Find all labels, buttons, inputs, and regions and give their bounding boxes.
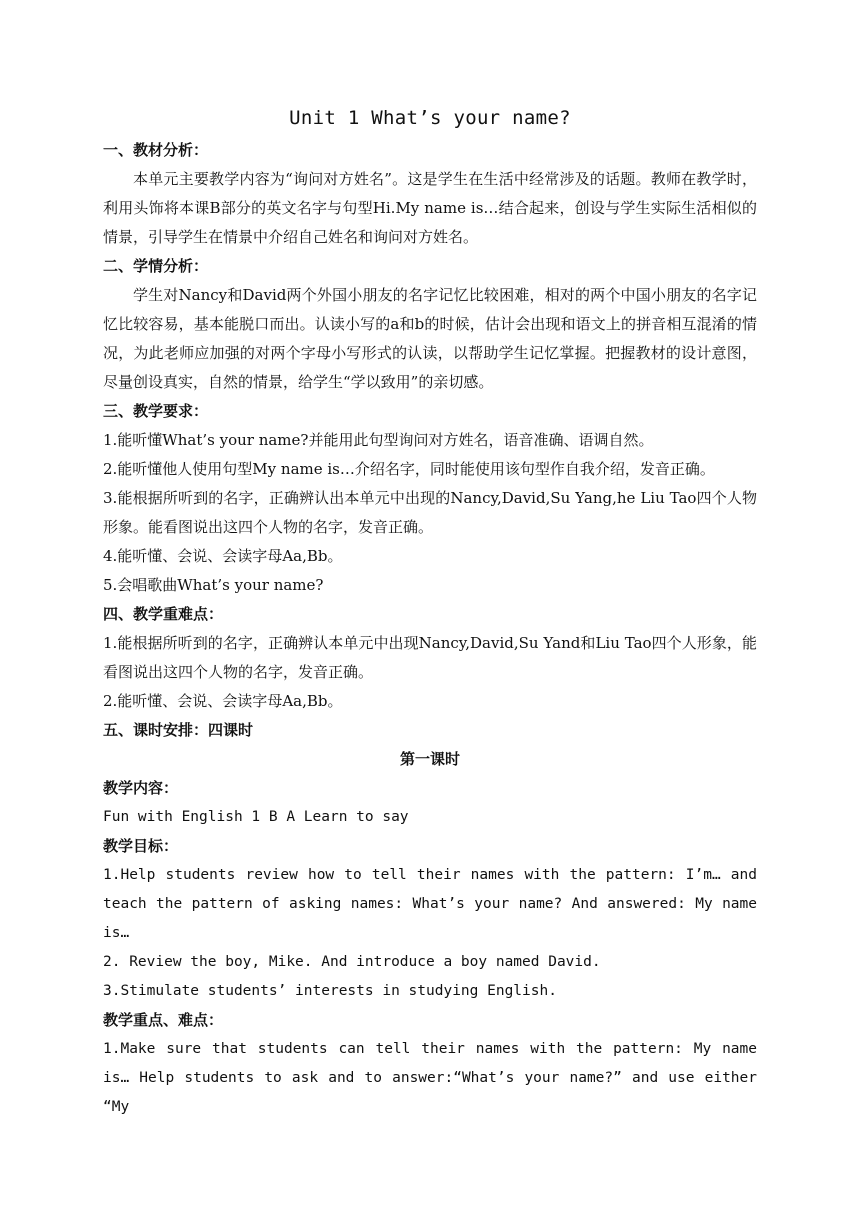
teaching-content-text: Fun with English 1 B A Learn to say xyxy=(103,809,409,825)
textbook-analysis-paragraph: 本单元主要教学内容为“询问对方姓名”。这是学生在生活中经常涉及的话题。教师在教学时，利用头饰将本课B部分的英文名字与句型Hi.My name is…结合起来，创设与学生实际生活相似的情景，引导学生在情景中介绍自己姓名和询问对方姓名。 xyxy=(103,170,757,246)
teaching-goal-item: 3.Stimulate students’ interests in studying English. xyxy=(103,983,557,999)
teaching-goal-item: 2. Review the boy, Mike. And introduce a boy named David. xyxy=(103,954,601,970)
teaching-goal-item: 1.Help students review how to tell their names with the pattern: I’m… and teach the pattern of asking names: What’s your name? And answered: My name is… xyxy=(103,867,757,941)
key-difficult-points-heading: 教学重点、难点： xyxy=(103,1011,224,1029)
document-title: Unit 1 What’s your name? xyxy=(289,107,571,129)
section-heading-key-points: 四、教学重难点： xyxy=(103,605,224,623)
requirement-item: 3.能根据所听到的名字，正确辨认出本单元中出现的Nancy,David,Su Yang,he Liu Tao四个人物形象。能看图说出这四个人物的名字，发音正确。 xyxy=(103,489,757,536)
key-difficult-item: 1.Make sure that students can tell their names with the pattern: My name is… Help students to ask and to answer:“What’s your name?” and use either “My xyxy=(103,1041,757,1115)
section-heading-schedule: 五、课时安排：四课时 xyxy=(103,721,254,739)
requirement-item: 4.能听懂、会说、会读字母Aa,Bb。 xyxy=(103,547,343,565)
teaching-content-heading: 教学内容： xyxy=(103,779,179,797)
key-point-item: 2.能听懂、会说、会读字母Aa,Bb。 xyxy=(103,692,343,710)
section-heading-requirements: 三、教学要求： xyxy=(103,402,209,420)
student-analysis-paragraph: 学生对Nancy和David两个外国小朋友的名字记忆比较困难，相对的两个中国小朋友的名字记忆比较容易，基本能脱口而出。认读小写的a和b的时候，估计会出现和语文上的拼音相互混淆的情况，为此老师应加强的对两个字母小写形式的认读，以帮助学生记忆掌握。把握教材的设计意图，尽量创设真实，自然的情景，给学生“学以致用”的亲切感。 xyxy=(103,286,757,391)
document-page xyxy=(103,100,757,1122)
section-heading-textbook-analysis: 一、教材分析： xyxy=(103,141,209,159)
key-point-item: 1.能根据所听到的名字，正确辨认本单元中出现Nancy,David,Su Yand和Liu Tao四个人形象，能看图说出这四个人物的名字，发音正确。 xyxy=(103,634,757,681)
requirement-item: 5.会唱歌曲What’s your name? xyxy=(103,576,324,594)
lesson-title: 第一课时 xyxy=(399,750,460,768)
section-heading-student-analysis: 二、学情分析： xyxy=(103,257,209,275)
requirement-item: 2.能听懂他人使用句型My name is…介绍名字，同时能使用该句型作自我介绍，发音正确。 xyxy=(103,460,715,478)
teaching-goals-heading: 教学目标： xyxy=(103,837,179,855)
requirement-item: 1.能听懂What’s your name?并能用此句型询问对方姓名，语音准确、语调自然。 xyxy=(103,431,654,449)
